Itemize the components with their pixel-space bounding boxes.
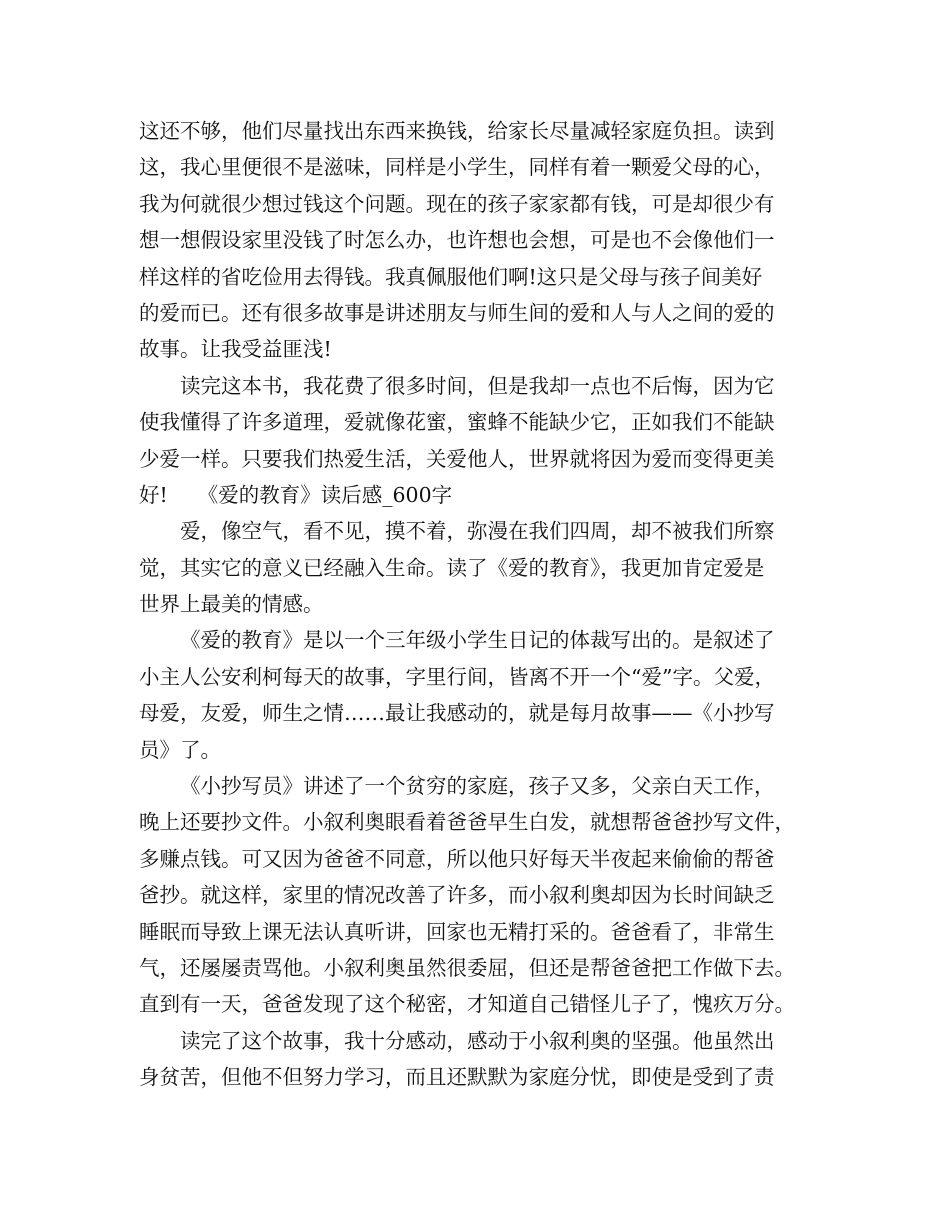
text-line: 觉，其实它的意义已经融入生命。读了《爱的教育》，我更加肯定爱是 xyxy=(139,555,765,580)
text-fragment: 好! xyxy=(139,482,168,507)
text-line: 多赚点钱。可又因为爸爸不同意，所以他只好每天半夜起来偷偷的帮爸 xyxy=(139,846,775,871)
text-line: 使我懂得了许多道理，爱就像花蜜，蜜蜂不能缺少它，正如我们不能缺 xyxy=(139,410,775,435)
text-line: 员》了。 xyxy=(139,737,221,762)
text-line: 想一想假设家里没钱了时怎么办，也许想也会想，可是也不会像他们一 xyxy=(139,228,775,253)
text-line: 直到有一天，爸爸发现了这个秘密，才知道自己错怪儿子了，愧疚万分。 xyxy=(139,992,795,1017)
text-line: 母爱，友爱，师生之情……最让我感动的，就是每月故事——《小抄写 xyxy=(139,701,775,726)
text-line: 这，我心里便很不是滋味，同样是小学生，同样有着一颗爱父母的心， xyxy=(139,155,775,180)
text-line: 这还不够，他们尽量找出东西来换钱，给家长尽量减轻家庭负担。读到 xyxy=(139,119,775,143)
essay-body xyxy=(139,113,839,1096)
paragraph-start-line: 《爱的教育》是以一个三年级小学生日记的体裁写出的。是叙述了 xyxy=(180,628,775,653)
text-line: 世界上最美的情感。 xyxy=(139,592,324,617)
text-line-with-heading xyxy=(139,477,839,513)
paragraph-start-line: 爱，像空气，看不见，摸不着，弥漫在我们四周，却不被我们所察 xyxy=(180,519,775,544)
text-line: 身贫苦，但他不但努力学习，而且还默默为家庭分忧，即使是受到了责 xyxy=(139,1065,775,1090)
text-line: 气，还屡屡责骂他。小叙利奥虽然很委屈，但还是帮爸爸把工作做下去。 xyxy=(139,955,795,980)
text-line: 睡眠而导致上课无法认真听讲，回家也无精打采的。爸爸看了，非常生 xyxy=(139,919,775,944)
text-line: 我为何就很少想过钱这个问题。现在的孩子家家都有钱，可是却很少有 xyxy=(139,191,775,216)
text-line: 样这样的省吃俭用去得钱。我真佩服他们啊!这只是父母与孩子间美好 xyxy=(139,264,763,289)
paragraph-start-line: 读完了这个故事，我十分感动，感动于小叙利奥的坚强。他虽然出 xyxy=(180,1028,775,1053)
text-line: 故事。让我受益匪浅! xyxy=(139,337,332,362)
paragraph-start-line: 《小抄写员》讲述了一个贫穷的家庭，孩子又多，父亲白天工作， xyxy=(180,774,775,799)
paragraph-start-line: 读完这本书，我花费了很多时间，但是我却一点也不后悔，因为它 xyxy=(180,373,775,398)
text-line: 的爱而已。还有很多故事是讲述朋友与师生间的爱和人与人之间的爱的 xyxy=(139,300,775,325)
text-line: 晚上还要抄文件。小叙利奥眼看着爸爸早生白发，就想帮爸爸抄写文件， xyxy=(139,810,795,835)
text-line: 爸抄。就这样，家里的情况改善了许多，而小叙利奥却因为长时间缺乏 xyxy=(139,883,775,908)
essay-heading: 《爱的教育》读后感_600字 xyxy=(197,482,453,507)
text-line: 少爱一样。只要我们热爱生活，关爱他人，世界就将因为爱而变得更美 xyxy=(139,446,775,471)
text-line: 小主人公安利柯每天的故事，字里行间，皆离不开一个“爱”字。父爱， xyxy=(139,664,775,689)
